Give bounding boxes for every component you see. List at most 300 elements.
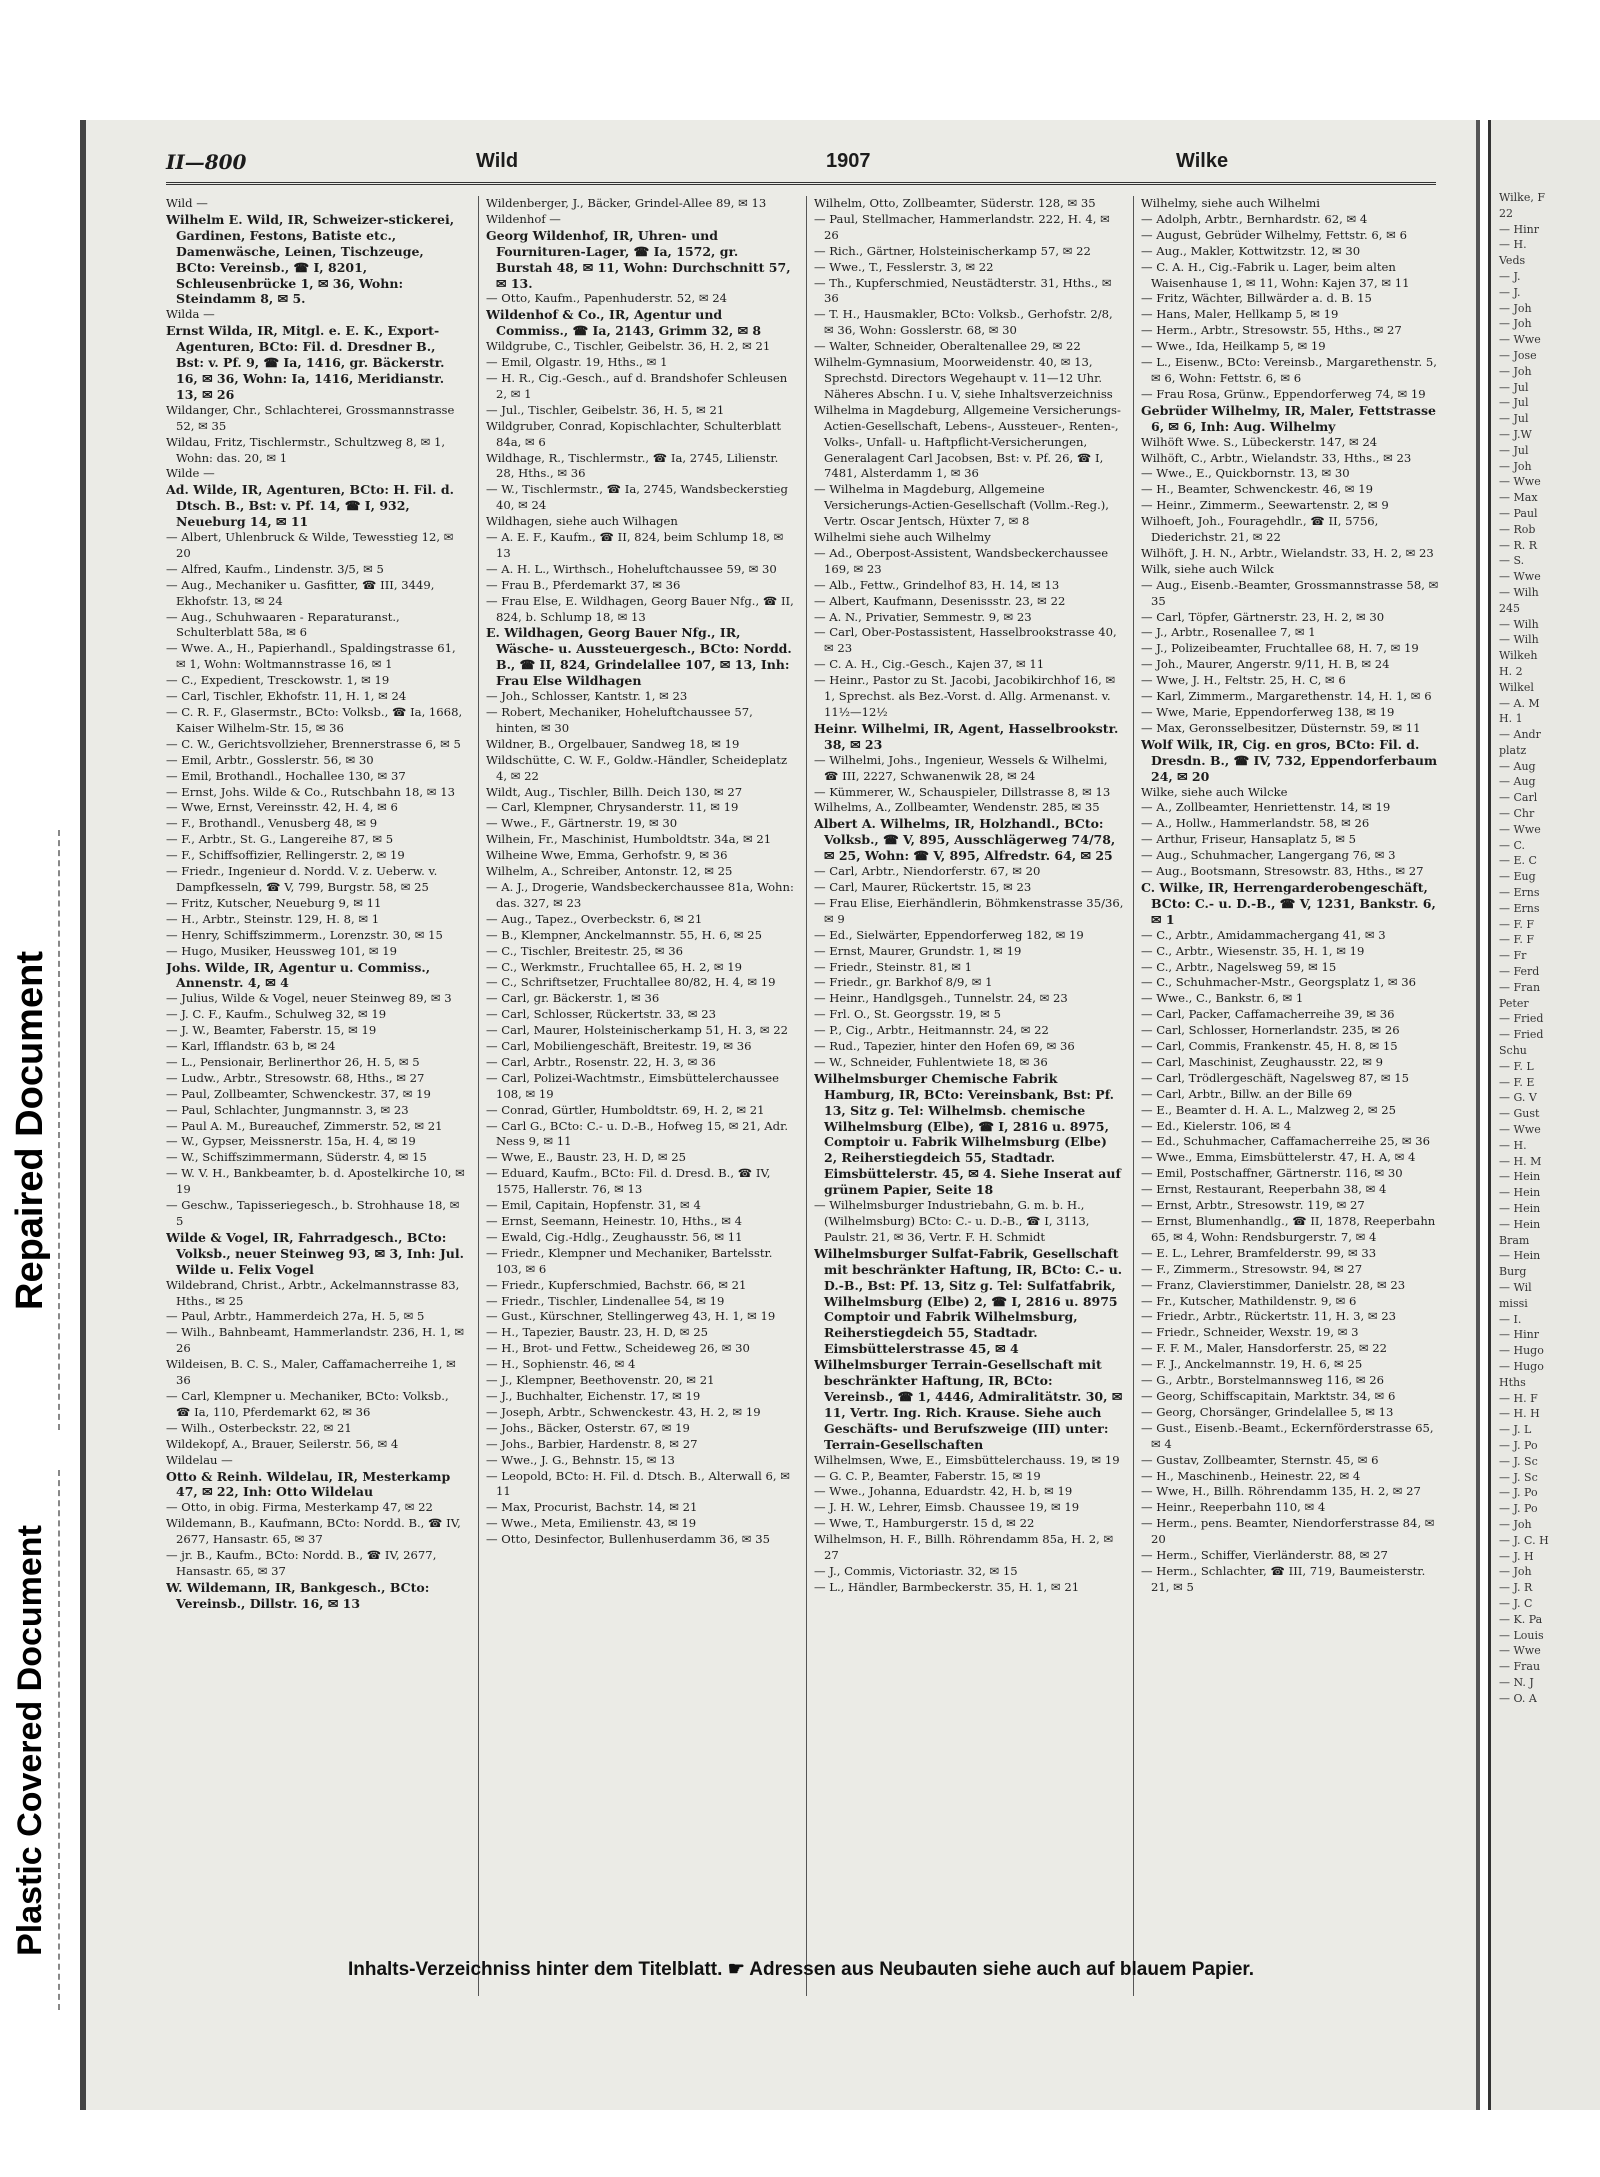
directory-entry: — J. W., Beamter, Faberstr. 15, ✉ 19 [166, 1023, 377, 1038]
adjacent-entry-fragment: — Gust [1499, 1107, 1540, 1121]
directory-entry: — Frau Rosa, Grünw., Eppendorferweg 74, ✉ 19 [1141, 386, 1426, 401]
directory-entry: Wildner, B., Orgelbauer, Sandweg 18, ✉ 19 [486, 736, 740, 751]
adjacent-entry-fragment: — E. C [1499, 854, 1537, 868]
adjacent-entry-fragment: — Erns [1499, 901, 1540, 915]
directory-entry: — Frl. O., St. Georgsstr. 19, ✉ 5 [814, 1007, 1001, 1022]
directory-entry: Wilhelmsburger Chemische Fabrik Hamburg, IR, BCto: Vereinsbank, Bst: Pf. 13, Sitz g. Tel: Wilhelmsb. chemische Wilhelmsburg (Elbe), ☎ I, 2816 u. 8975, Comptoir u. Fabrik Wilhelmsburg (Elbe) 2, Reiherstiegdeich 55, Stadtadr. Eimsbüttelerstr. 45, ✉ 4. Siehe Inserat auf grünem Papier, Seite 18 [814, 1070, 1121, 1198]
directory-entry: — August, Gebrüder Wilhelmy, Fettstr. 6, ✉ 6 [1141, 227, 1407, 242]
directory-entry: — Paul, Arbtr., Hammerdeich 27a, H. 5, ✉ 5 [166, 1309, 425, 1324]
directory-entry: — Carl, Schlosser, Rückertstr. 33, ✉ 23 [486, 1007, 716, 1022]
directory-entry: — Ed., Kielerstr. 106, ✉ 4 [1141, 1118, 1292, 1133]
directory-entry: — Carl, Tischler, Ekhofstr. 11, H. 1, ✉ 24 [166, 689, 407, 704]
directory-entry: — J. C. F., Kaufm., Schulweg 32, ✉ 19 [166, 1007, 387, 1022]
directory-entry: — Heinr., Reeperbahn 110, ✉ 4 [1141, 1500, 1326, 1515]
directory-entry: — Alb., Fettw., Grindelhof 83, H. 14, ✉ 13 [814, 577, 1060, 592]
directory-entry: Wilk, siehe auch Wilck [1141, 561, 1274, 576]
year: 1907 [826, 150, 871, 172]
directory-entry: — J. H. W., Lehrer, Eimsb. Chaussee 19, ✉ 19 [814, 1500, 1080, 1515]
directory-entry: Wilde — [166, 466, 215, 481]
directory-entry: Wildeisen, B. C. S., Maler, Caffamacherreihe 1, ✉ 36 [166, 1357, 456, 1388]
directory-entry: — C., Schriftsetzer, Fruchtallee 80/82, H. 4, ✉ 19 [486, 975, 776, 990]
directory-entry: — Heinr., Pastor zu St. Jacobi, Jacobikirchhof 16, ✉ 1, Sprechst. als Bez.-Vorst. d. Allg. Armenanst. v. 11½—12½ [814, 673, 1116, 719]
directory-entry: — A. J., Drogerie, Wandsbeckerchaussee 81a, Wohn: das. 327, ✉ 23 [486, 879, 794, 910]
directory-entry: — Otto, Kaufm., Papenhuderstr. 52, ✉ 24 [486, 291, 728, 306]
directory-entry: — Albert, Uhlenbruck & Wilde, Tewesstieg 12, ✉ 20 [166, 530, 454, 560]
adjacent-entry-fragment: — G. V [1499, 1091, 1537, 1105]
directory-entry: Wilhelmsburger Terrain-Gesellschaft mit beschränkter Haftung, IR, BCto: Vereinsb., ☎ 1, 4446, Admiralitätstr. 30, ✉ 11, Vertr. Ing. Rich. Krause. Siehe auch Geschäfts- und Berufszweige (III) unter: Terrain-Gesellschaften [814, 1357, 1123, 1452]
directory-entry: — A., Zollbeamter, Henriettenstr. 14, ✉ 19 [1141, 800, 1391, 815]
adjacent-entry-fragment: — Wwe [1499, 475, 1541, 489]
directory-entry: Wilhöft, J. H. N., Arbtr., Wielandstr. 33, H. 2, ✉ 23 [1141, 545, 1434, 560]
directory-entry: — Georg, Schiffscapitain, Marktstr. 34, ✉ 6 [1141, 1388, 1396, 1403]
directory-column-2 [486, 196, 796, 1996]
directory-entry: — C., Arbtr., Amidammachergang 41, ✉ 3 [1141, 927, 1386, 942]
running-header [166, 148, 1436, 182]
directory-entry: Wilhelm, Otto, Zollbeamter, Süderstr. 128, ✉ 35 [814, 196, 1096, 210]
directory-entry: — H., Beamter, Schwenckestr. 46, ✉ 19 [1141, 482, 1373, 497]
directory-entry: — Gust., Eisenb.-Beamt., Eckernförderstrasse 65, ✉ 4 [1141, 1420, 1434, 1451]
directory-entry: — Hugo, Musiker, Heussweg 101, ✉ 19 [166, 943, 398, 958]
adjacent-entry-fragment: Wilkeh [1499, 649, 1538, 663]
directory-entry: — Carl, Klempner, Chrysanderstr. 11, ✉ 19 [486, 800, 739, 815]
directory-entry: — Wwe, Ernst, Vereinsstr. 42, H. 4, ✉ 6 [166, 800, 398, 815]
directory-entry: — Wwe., F., Gärtnerstr. 19, ✉ 30 [486, 816, 678, 831]
directory-entry: — Herm., Schlachter, ☎ III, 719, Baumeisterstr. 21, ✉ 5 [1141, 1563, 1426, 1594]
directory-entry: — Carl, Arbtr., Rosenstr. 22, H. 3, ✉ 36 [486, 1054, 716, 1069]
adjacent-entry-fragment: — J. Po [1499, 1486, 1538, 1500]
directory-entry: — Emil, Brothandl., Hochallee 130, ✉ 37 [166, 768, 406, 783]
directory-entry: — Julius, Wilde & Vogel, neuer Steinweg 89, ✉ 3 [166, 991, 452, 1006]
directory-entry: — Max, Procurist, Bachstr. 14, ✉ 21 [486, 1500, 698, 1515]
adjacent-entry-fragment: — J. Sc [1499, 1454, 1538, 1468]
directory-entry: — J., Commis, Victoriastr. 32, ✉ 15 [814, 1563, 1018, 1578]
adjacent-entry-fragment: — Wilh [1499, 585, 1539, 599]
adjacent-entry-fragment: — Hein [1499, 1186, 1541, 1200]
adjacent-entry-fragment: — F. E [1499, 1075, 1535, 1089]
directory-entry: Wildschütte, C. W. F., Goldw.-Händler, Scheideplatz 4, ✉ 22 [486, 752, 788, 783]
directory-entry: — Ernst, Blumenhandlg., ☎ II, 1878, Reeperbahn 65, ✉ 4, Wohn: Rendsburgerstr. 7, ✉ 4 [1141, 1214, 1436, 1244]
directory-entry: — Carl, Maurer, Holsteinischerkamp 51, H. 3, ✉ 22 [486, 1023, 788, 1038]
directory-entry: — J., Polizeibeamter, Fruchtallee 68, H. 7, ✉ 19 [1141, 641, 1419, 656]
adjacent-entry-fragment: H. 2 [1499, 664, 1523, 678]
directory-entry: — Carl, Polizei-Wachtmstr., Eimsbüttelerchaussee 108, ✉ 19 [486, 1070, 779, 1101]
adjacent-entry-fragment: — R. R [1499, 538, 1538, 552]
adjacent-entry-fragment: Schu [1499, 1044, 1527, 1058]
directory-entry: — Henry, Schiffszimmerm., Lorenzstr. 30, ✉ 15 [166, 927, 443, 942]
adjacent-entry-fragment: — Louis [1499, 1628, 1544, 1642]
directory-entry: — J., Klempner, Beethovenstr. 20, ✉ 21 [486, 1373, 715, 1388]
directory-entry: — B., Klempner, Anckelmannstr. 55, H. 6, ✉ 25 [486, 927, 762, 942]
directory-entry: — A. E. F., Kaufm., ☎ II, 824, beim Schlump 18, ✉ 13 [486, 530, 784, 560]
directory-entry: — H., Brot- und Fettw., Scheideweg 26, ✉ 30 [486, 1341, 750, 1356]
adjacent-entry-fragment: — Joh [1499, 317, 1532, 331]
adjacent-entry-fragment: — S. [1499, 554, 1525, 568]
adjacent-entry-fragment: Peter [1499, 996, 1529, 1010]
directory-entry: — Ludw., Arbtr., Stresowstr. 68, Hths., ✉ 27 [166, 1070, 425, 1085]
directory-entry: — W., Tischlermstr., ☎ Ia, 2745, Wandsbeckerstieg 40, ✉ 24 [486, 482, 788, 513]
directory-entry: — Carl, Arbtr., Billw. an der Bille 69 [1141, 1086, 1353, 1101]
column-divider [478, 196, 479, 1996]
directory-entry: — Friedr., Steinstr. 81, ✉ 1 [814, 959, 972, 974]
plastic-covered-label [0, 1480, 60, 2000]
directory-entry: Wildau, Fritz, Tischlermstr., Schultzweg 8, ✉ 1, Wohn: das. 20, ✉ 1 [166, 434, 446, 465]
directory-entry: — Ernst, Johs. Wilde & Co., Rutschbahn 18, ✉ 13 [166, 784, 455, 799]
directory-entry: — Jul., Tischler, Geibelstr. 36, H. 5, ✉ 21 [486, 402, 725, 417]
adjacent-entry-fragment: — Wilh [1499, 617, 1539, 631]
directory-entry: — C. R. F., Glasermstr., BCto: Volksb., ☎ Ia, 1668, Kaiser Wilhelm-Str. 15, ✉ 36 [166, 705, 463, 735]
adjacent-entry-fragment: — H. H [1499, 1407, 1540, 1421]
directory-entry: Gebrüder Wilhelmy, IR, Maler, Fettstrasse 6, ✉ 6, Inh: Aug. Wilhelmy [1141, 402, 1436, 434]
directory-entry: Wilhöft Wwe. S., Lübeckerstr. 147, ✉ 24 [1141, 434, 1378, 449]
directory-entry: — Fr., Kutscher, Mathildenstr. 9, ✉ 6 [1141, 1293, 1357, 1308]
directory-entry: — W., Schneider, Fuhlentwiete 18, ✉ 36 [814, 1054, 1048, 1069]
adjacent-entry-fragment: — J. Po [1499, 1502, 1538, 1516]
directory-entry: — Carl G., BCto: C.- u. D.-B., Hofweg 15, ✉ 21, Adr. Ness 9, ✉ 11 [486, 1118, 789, 1149]
adjacent-entry-fragment: — Wwe [1499, 333, 1541, 347]
adjacent-entry-fragment: — J. C [1499, 1596, 1533, 1610]
directory-entry: — Franz, Clavierstimmer, Danielstr. 28, ✉ 23 [1141, 1277, 1406, 1292]
directory-entry: — Joseph, Arbtr., Schwenckestr. 43, H. 2, ✉ 19 [486, 1404, 761, 1419]
directory-entry: — Otto, Desinfector, Bullenhuserdamm 36, ✉ 35 [486, 1532, 770, 1547]
directory-entry: — Carl, Trödlergeschäft, Nagelsweg 87, ✉ 15 [1141, 1070, 1410, 1085]
directory-entry: — Karl, Zimmerm., Margarethenstr. 14, H. 1, ✉ 6 [1141, 689, 1432, 704]
directory-entry: Wilde & Vogel, IR, Fahrradgesch., BCto: Volksb., neuer Steinweg 93, ✉ 3, Inh: Jul. Wilde u. Felix Vogel [166, 1229, 464, 1277]
directory-entry: — C., Tischler, Breitestr. 25, ✉ 36 [486, 943, 684, 958]
repaired-document-text: Repaired Document [8, 950, 51, 1310]
directory-entry: — Fritz, Wächter, Billwärder a. d. B. 15 [1141, 291, 1372, 306]
adjacent-entry-fragment: — Eug [1499, 870, 1536, 884]
directory-entry: — Gustav, Zollbeamter, Sternstr. 45, ✉ 6 [1141, 1452, 1379, 1467]
tab-divider [58, 830, 60, 1430]
directory-entry: — C., Expedient, Tresckowstr. 1, ✉ 19 [166, 673, 390, 688]
adjacent-entry-fragment: — Hein [1499, 1202, 1541, 1215]
directory-entry: — Wwe., C., Bankstr. 6, ✉ 1 [1141, 991, 1304, 1006]
adjacent-entry-fragment: Wilkel [1499, 680, 1534, 694]
adjacent-entry-fragment: 245 [1499, 601, 1520, 615]
adjacent-entry-fragment: — Jul [1499, 396, 1529, 410]
adjacent-entry-fragment: — J. H [1499, 1549, 1534, 1563]
directory-entry: — Ed., Sielwärter, Eppendorferweg 182, ✉ 19 [814, 927, 1084, 942]
directory-entry: — P., Cig., Arbtr., Heitmannstr. 24, ✉ 22 [814, 1023, 1049, 1038]
directory-entry: — Carl, Maurer, Rückertstr. 15, ✉ 23 [814, 879, 1032, 894]
adjacent-entry-fragment: — Fried [1499, 1012, 1544, 1026]
directory-entry: W. Wildemann, IR, Bankgesch., BCto: Vereinsb., Dillstr. 16, ✉ 13 [166, 1579, 430, 1611]
directory-entry: — Carl, Packer, Caffamacherreihe 39, ✉ 36 [1141, 1007, 1395, 1022]
directory-entry: — Carl, Maschinist, Zeughausstr. 22, ✉ 9 [1141, 1054, 1383, 1069]
directory-entry: — F., Brothandl., Venusberg 48, ✉ 9 [166, 816, 378, 831]
directory-entry: Wilhelmsen, Wwe, E., Eimsbüttelerchauss. 19, ✉ 19 [814, 1452, 1120, 1467]
directory-entry: Wilhelmson, H. F., Billh. Röhrendamm 85a, H. 2, ✉ 27 [814, 1532, 1114, 1563]
directory-entry: — Wwe., J. G., Behnstr. 15, ✉ 13 [486, 1452, 675, 1467]
directory-entry: — H., Sophienstr. 46, ✉ 4 [486, 1357, 636, 1372]
adjacent-entry-fragment: — Wilh [1499, 633, 1539, 647]
directory-entry: Wildenberger, J., Bäcker, Grindel-Allee 89, ✉ 13 [486, 196, 767, 210]
directory-entry: Wildgruber, Conrad, Kopischlachter, Schulterblatt 84a, ✉ 6 [486, 418, 782, 449]
adjacent-entry-fragment: — Andr [1499, 728, 1541, 742]
adjacent-entry-fragment: missi [1499, 1296, 1528, 1310]
directory-entry: — Frau B., Pferdemarkt 37, ✉ 36 [486, 577, 681, 592]
directory-entry: Wolf Wilk, IR, Cig. en gros, BCto: Fil. d. Dresdn. B., ☎ IV, 732, Eppendorferbaum 24, ✉ 20 [1141, 736, 1438, 784]
directory-entry: Ernst Wilda, IR, Mitgl. e. E. K., Export-Agenturen, BCto: Fil. d. Dresdner B., Bst: v. Pf. 9, ☎ Ia, 1416, gr. Bäckerstr. 16, ✉ 36, Wohn: Ia, 1416, Meridianstr. 13, ✉ 26 [166, 323, 445, 402]
adjacent-entry-fragment: — F. L [1499, 1059, 1534, 1073]
adjacent-entry-fragment: — Fran [1499, 980, 1541, 994]
directory-entry: — C., Arbtr., Nagelsweg 59, ✉ 15 [1141, 959, 1337, 974]
directory-entry: — L., Händler, Barmbeckerstr. 35, H. 1, ✉ 21 [814, 1579, 1080, 1594]
directory-entry: Wilhelm, A., Schreiber, Antonstr. 12, ✉ 25 [486, 864, 733, 879]
adjacent-entry-fragment: — Wwe [1499, 1644, 1541, 1658]
adjacent-entry-fragment: Hths [1499, 1375, 1526, 1389]
adjacent-entry-fragment: — Hinr [1499, 1328, 1539, 1342]
adjacent-entry-fragment: Veds [1499, 254, 1526, 268]
directory-entry: Wildemann, B., Kaufmann, BCto: Nordd. B., ☎ IV, 2677, Hansastr. 65, ✉ 37 [166, 1516, 461, 1547]
directory-entry: — Heinr., Zimmerm., Seewartenstr. 2, ✉ 9 [1141, 498, 1389, 513]
directory-entry: — Emil, Arbtr., Gosslerstr. 56, ✉ 30 [166, 752, 374, 767]
directory-entry: — Gust., Kürschner, Stellingerweg 43, H. 1, ✉ 19 [486, 1309, 776, 1324]
adjacent-entry-fragment: — Rob [1499, 522, 1536, 536]
adjacent-entry-fragment: — J. R [1499, 1581, 1533, 1595]
adjacent-entry-fragment: — Fried [1499, 1028, 1544, 1042]
directory-entry: — Aug., Eisenb.-Beamter, Grossmannstrasse 58, ✉ 35 [1141, 577, 1439, 608]
directory-entry: — Georg, Chorsänger, Grindelallee 5, ✉ 13 [1141, 1404, 1394, 1419]
adjacent-entry-fragment: — H. F [1499, 1391, 1538, 1405]
directory-entry: — Aug., Makler, Kottwitzstr. 12, ✉ 30 [1141, 243, 1361, 258]
adjacent-entry-fragment: — C. [1499, 838, 1526, 852]
directory-entry: — jr. B., Kaufm., BCto: Nordd. B., ☎ IV, 2677, Hansastr. 65, ✉ 37 [166, 1548, 437, 1578]
adjacent-entry-fragment: — Hein [1499, 1249, 1541, 1263]
directory-entry: Wilhelmsburger Sulfat-Fabrik, Gesellschaft mit beschränkter Haftung, IR, BCto: C.- u. D.-B., Bst: Pf. 13, Sitz g. Tel: Sulfatfabrik, Wilhelmsburg (Elbe) 2, ☎ I, 2816 u. 8975 Comptoir und Fabrik Wilhelmsburg, Reiherstiegdeich 55, Stadtadr. Eimsbüttelerstrasse 45, ✉ 4 [814, 1245, 1123, 1357]
directory-entry: — Heinr., Handlgsgeh., Tunnelstr. 24, ✉ 23 [814, 991, 1068, 1006]
directory-entry: — Ewald, Cig.-Hdlg., Zeughausstr. 56, ✉ 11 [486, 1229, 743, 1244]
directory-entry: — Wwe., Johanna, Eduardstr. 42, H. b, ✉ 19 [814, 1484, 1073, 1499]
directory-entry: Wildt, Aug., Tischler, Billh. Deich 130, ✉ 27 [486, 784, 743, 799]
directory-entry: — Friedr., Ingenieur d. Nordd. V. z. Ueberw. v. Dampfkesseln, ☎ V, 799, Burgstr. 58, ✉ 25 [166, 864, 438, 894]
directory-entry: — Ernst, Restaurant, Reeperbahn 38, ✉ 4 [1141, 1182, 1387, 1197]
adjacent-entry-fragment: — J. [1499, 285, 1521, 299]
directory-entry: Wildebrand, Christ., Arbtr., Ackelmannstrasse 83, Hths., ✉ 25 [166, 1277, 460, 1308]
directory-entry: — Eduard, Kaufm., BCto: Fil. d. Dresd. B., ☎ IV, 1575, Hallerstr. 76, ✉ 13 [486, 1166, 771, 1197]
directory-entry: — H., Arbtr., Steinstr. 129, H. 8, ✉ 1 [166, 911, 380, 926]
directory-entry: — Frau Else, E. Wildhagen, Georg Bauer Nfg., ☎ II, 824, b. Schlump 18, ✉ 13 [486, 593, 794, 624]
adjacent-entry-fragment: — Joh [1499, 1517, 1532, 1531]
directory-entry: E. Wildhagen, Georg Bauer Nfg., IR, Wäsche- u. Aussteuergesch., BCto: Nordd. B., ☎ II, 824, Grindelallee 107, ✉ 13, Inh: Frau Else Wildhagen [486, 625, 792, 689]
adjacent-entry-fragment: — Joh [1499, 301, 1532, 315]
directory-column-4 [1141, 196, 1446, 1996]
adjacent-entry-fragment: 22 [1499, 206, 1513, 220]
column-divider [806, 196, 807, 1996]
adjacent-entry-fragment: — I. [1499, 1312, 1522, 1326]
directory-entry: — Wwe., T., Fesslerstr. 3, ✉ 22 [814, 259, 994, 274]
directory-entry: — Friedr., Klempner und Mechaniker, Bartelsstr. 103, ✉ 6 [486, 1245, 773, 1276]
directory-entry: — C., Werkmstr., Fruchtallee 65, H. 2, ✉ 19 [486, 959, 743, 974]
directory-entry: — Carl, Klempner u. Mechaniker, BCto: Volksb., ☎ Ia, 110, Pferdemarkt 62, ✉ 36 [166, 1388, 449, 1419]
directory-entry: — Wwe., Emma, Eimsbüttelerstr. 47, H. A, ✉ 4 [1141, 1150, 1416, 1165]
adjacent-entry-fragment: — Wwe [1499, 822, 1541, 836]
directory-entry: — F. F. M., Maler, Hansdorferstr. 25, ✉ 22 [1141, 1341, 1388, 1356]
directory-entry: Wildhagen, siehe auch Wilhagen [486, 514, 678, 529]
directory-entry: — Walter, Schneider, Oberaltenallee 29, ✉ 22 [814, 339, 1081, 354]
left-headword: Wild [476, 150, 519, 172]
adjacent-page-edge [1488, 120, 1600, 2110]
directory-entry: Wilhoeft, Joh., Fouragehdlr., ☎ II, 5756, Diederichstr. 21, ✉ 22 [1141, 514, 1379, 545]
directory-entry: C. Wilke, IR, Herrengarderobengeschäft, BCto: C.- u. D.-B., ☎ V, 1231, Bankstr. 6, ✉ 1 [1141, 879, 1436, 927]
adjacent-entry-fragment: — J. [1499, 269, 1521, 283]
directory-entry: — A., Hollw., Hammerlandstr. 58, ✉ 26 [1141, 816, 1370, 831]
directory-entry: — Aug., Schuhwaaren - Reparaturanst., Schulterblatt 58a, ✉ 6 [166, 609, 400, 640]
adjacent-entry-fragment: — J. Sc [1499, 1470, 1538, 1484]
directory-entry: — Wwe, Marie, Eppendorferweg 138, ✉ 19 [1141, 705, 1395, 719]
directory-entry: — Albert, Kaufmann, Desenissstr. 23, ✉ 22 [814, 593, 1066, 608]
directory-entry: Wildanger, Chr., Schlachterei, Grossmannstrasse 52, ✉ 35 [166, 402, 455, 433]
directory-column-1 [166, 196, 466, 1996]
directory-entry: — Johs., Barbier, Hardenstr. 8, ✉ 27 [486, 1436, 698, 1451]
directory-entry: — H., Maschinenb., Heinestr. 22, ✉ 4 [1141, 1468, 1361, 1483]
repaired-document-label [0, 850, 60, 1410]
directory-entry: — W. V. H., Bankbeamter, b. d. Apostelkirche 10, ✉ 19 [166, 1166, 465, 1197]
directory-entry: — Wwe, E., Baustr. 23, H. D, ✉ 25 [486, 1150, 687, 1165]
directory-entry: — A. N., Privatier, Semmestr. 9, ✉ 23 [814, 609, 1032, 624]
directory-entry: Wilhelmi siehe auch Wilhelmy [814, 530, 991, 545]
plastic-covered-text: Plastic Covered Document [10, 1524, 49, 1956]
directory-entry: — Rud., Tapezier, hinter den Hofen 69, ✉ 36 [814, 1039, 1075, 1054]
directory-entry: — W., Gypser, Meissnerstr. 15a, H. 4, ✉ 19 [166, 1134, 416, 1149]
directory-entry: — Wilhelmsburger Industriebahn, G. m. b. H., (Wilhelmsburg) BCto: C.- u. D.-B., ☎ I, 3113, Paulstr. 21, ✉ 36, Vertr. F. H. Schmidt [814, 1198, 1090, 1244]
adjacent-entry-fragment: — Joh [1499, 459, 1532, 473]
directory-entry: — Wilh., Bahnbeamt, Hammerlandstr. 236, H. 1, ✉ 26 [166, 1325, 465, 1356]
adjacent-entry-fragment: — Jul [1499, 380, 1529, 394]
header-rule [166, 182, 1436, 185]
adjacent-entry-fragment: — Chr [1499, 807, 1535, 821]
column-divider [1133, 196, 1134, 1996]
directory-entry: — Leopold, BCto: H. Fil. d. Dtsch. B., Alterwall 6, ✉ 11 [486, 1468, 791, 1499]
directory-entry: Heinr. Wilhelmi, IR, Agent, Hasselbrookstr. 38, ✉ 23 [814, 720, 1119, 752]
tab-divider [58, 1470, 60, 2010]
adjacent-entry-fragment: — Paul [1499, 506, 1538, 520]
directory-entry: — Arthur, Friseur, Hansaplatz 5, ✉ 5 [1141, 832, 1357, 847]
directory-entry: — Friedr., Kupferschmied, Bachstr. 66, ✉ 21 [486, 1277, 747, 1292]
directory-entry: — Friedr., gr. Barkhof 8/9, ✉ 1 [814, 975, 993, 990]
directory-entry: — Herm., pens. Beamter, Niendorferstrasse 84, ✉ 20 [1141, 1516, 1435, 1547]
adjacent-entry-fragment: — J. C. H [1499, 1533, 1549, 1547]
directory-entry: Wild — [166, 196, 208, 210]
adjacent-entry-fragment: — Carl [1499, 791, 1538, 805]
directory-entry: — Wwe, T., Hamburgerstr. 15 d, ✉ 22 [814, 1516, 1035, 1531]
directory-entry: — Carl, Commis, Frankenstr. 45, H. 8, ✉ 15 [1141, 1039, 1398, 1054]
directory-entry: — F., Arbtr., St. G., Langereihe 87, ✉ 5 [166, 832, 394, 847]
directory-entry: Wilhelma in Magdeburg, Allgemeine Versicherungs-Actien-Gesellschaft, Lebens-, Aussteuer-, Renten-, Volks-, Unfall- u. Haftpflicht-Versicherungen, Generalagent Carl Jacobsen, Bst: v. Pf. 26, ☎ I, 7481, Alsterdamm 1, ✉ 36 [814, 402, 1121, 481]
directory-entry: — Geschw., Tapisseriegesch., b. Strohhause 18, ✉ 5 [166, 1198, 460, 1228]
directory-entry: Wildenhof & Co., IR, Agentur und Commiss., ☎ Ia, 2143, Grimm 32, ✉ 8 [486, 307, 762, 339]
directory-entry: — W., Schiffszimmermann, Süderstr. 4, ✉ 15 [166, 1150, 427, 1165]
directory-entry: — Joh., Schlosser, Kantstr. 1, ✉ 23 [486, 689, 688, 704]
directory-entry: — Wilh., Osterbeckstr. 22, ✉ 21 [166, 1420, 352, 1435]
directory-entry: — Johs., Bäcker, Osterstr. 67, ✉ 19 [486, 1420, 690, 1435]
directory-entry: — Aug., Mechaniker u. Gasfitter, ☎ III, 3449, Ekhofstr. 13, ✉ 24 [166, 577, 435, 608]
directory-entry: Wildelau — [166, 1452, 233, 1467]
directory-entry: — Ernst, Seemann, Heinestr. 10, Hths., ✉ 4 [486, 1214, 743, 1228]
directory-entry: — T. H., Hausmakler, BCto: Volksb., Gerhofstr. 2/8, ✉ 36, Wohn: Gosslerstr. 68, ✉ 30 [814, 307, 1113, 338]
directory-entry: — Wilhelmi, Johs., Ingenieur, Wessels & Wilhelmi, ☎ III, 2227, Schwanenwik 28, ✉ 24 [814, 752, 1108, 783]
directory-entry: — Joh., Maurer, Angerstr. 9/11, H. B, ✉ 24 [1141, 657, 1390, 672]
directory-entry: — Frau Elise, Eierhändlerin, Böhmkenstrasse 35/36, ✉ 9 [814, 895, 1124, 926]
directory-entry: — F., Zimmerm., Stresowstr. 94, ✉ 27 [1141, 1261, 1363, 1276]
adjacent-entry-fragment: — H. [1499, 238, 1527, 252]
directory-entry: — Conrad, Gürtler, Humboldtstr. 69, H. 2, ✉ 21 [486, 1102, 765, 1117]
directory-entry: — L., Eisenw., BCto: Vereinsb., Margarethenstr. 5, ✉ 6, Wohn: Fettstr. 6, ✉ 6 [1141, 355, 1437, 385]
directory-entry: — E. L., Lehrer, Bramfelderstr. 99, ✉ 33 [1141, 1245, 1377, 1260]
directory-entry: — Emil, Postschaffner, Gärtnerstr. 116, ✉ 30 [1141, 1166, 1403, 1181]
directory-entry: — H., Tapezier, Baustr. 23, H. D, ✉ 25 [486, 1325, 708, 1340]
directory-entry: — Aug., Tapez., Overbeckstr. 6, ✉ 21 [486, 911, 703, 926]
adjacent-entry-fragment: — H. M [1499, 1154, 1542, 1168]
directory-entry: — Friedr., Tischler, Lindenallee 54, ✉ 19 [486, 1293, 725, 1308]
directory-entry: — Carl, Ober-Postassistent, Hasselbrookstrasse 40, ✉ 23 [814, 625, 1117, 656]
directory-entry: Wildenhof — [486, 211, 561, 226]
adjacent-entry-fragment: — A. M [1499, 696, 1540, 710]
directory-entry: — C. W., Gerichtsvollzieher, Brennerstrasse 6, ✉ 5 [166, 736, 461, 751]
adjacent-entry-fragment: — F. F [1499, 933, 1535, 947]
directory-entry: — Robert, Mechaniker, Hoheluftchaussee 57, hinten, ✉ 30 [486, 705, 753, 735]
adjacent-entry-fragment: Bram [1499, 1233, 1530, 1247]
directory-entry: Wildekopf, A., Brauer, Seilerstr. 56, ✉ 4 [166, 1436, 399, 1451]
directory-entry: — Emil, Capitain, Hopfenstr. 31, ✉ 4 [486, 1198, 701, 1213]
adjacent-entry-fragment: — Ferd [1499, 965, 1540, 979]
adjacent-entry-fragment: — J. L [1499, 1423, 1532, 1437]
directory-entry: — Ernst, Maurer, Grundstr. 1, ✉ 19 [814, 943, 1022, 958]
directory-entry: — C., Arbtr., Wiesenstr. 35, H. 1, ✉ 19 [1141, 943, 1365, 958]
directory-entry: — Friedr., Schneider, Wexstr. 19, ✉ 3 [1141, 1325, 1359, 1340]
directory-entry: — Fritz, Kutscher, Neueburg 9, ✉ 11 [166, 895, 382, 910]
directory-entry: — Aug., Schuhmacher, Langergang 76, ✉ 3 [1141, 848, 1396, 863]
directory-entry: Otto & Reinh. Wildelau, IR, Mesterkamp 47, ✉ 22, Inh: Otto Wildelau [166, 1468, 451, 1500]
directory-entry: — J., Arbtr., Rosenallee 7, ✉ 1 [1141, 625, 1316, 640]
directory-entry: — Aug., Bootsmann, Stresowstr. 83, Hths., ✉ 27 [1141, 864, 1424, 879]
directory-entry: — H. R., Cig.-Gesch., auf d. Brandshofer Schleusen 2, ✉ 1 [486, 370, 788, 401]
adjacent-entry-fragment: H. 1 [1499, 712, 1523, 726]
adjacent-entry-fragment: — Aug [1499, 759, 1536, 773]
directory-entry: — Paul, Zollbeamter, Schwenckestr. 37, ✉ 19 [166, 1086, 431, 1101]
directory-entry: Wilhelm-Gymnasium, Moorweidenstr. 40, ✉ 13, Sprechstd. Directors Wegehaupt v. 11—12 Uhr. Näheres Abschn. I u. V, siehe Inhaltsverzeichniss [814, 355, 1113, 401]
directory-entry: Georg Wildenhof, IR, Uhren- und Fournituren-Lager, ☎ Ia, 1572, gr. Burstah 48, ✉ 11, Wohn: Durchschnitt 57, ✉ 13. [486, 227, 791, 291]
adjacent-entry-fragment: — F. F [1499, 917, 1535, 931]
adjacent-entry-fragment: — Hugo [1499, 1344, 1544, 1358]
directory-entry: — Alfred, Kaufm., Lindenstr. 3/5, ✉ 5 [166, 561, 384, 576]
directory-entry: — E., Beamter d. H. A. L., Malzweg 2, ✉ 25 [1141, 1102, 1396, 1117]
directory-entry: — J., Buchhalter, Eichenstr. 17, ✉ 19 [486, 1388, 701, 1403]
adjacent-entry-fragment: — N. J [1499, 1675, 1534, 1689]
directory-entry: — Wwe., E., Quickbornstr. 13, ✉ 30 [1141, 466, 1350, 481]
adjacent-entry-fragment: — Fr [1499, 949, 1527, 963]
adjacent-entry-fragment: — Wwe [1499, 1123, 1541, 1137]
directory-entry: — Paul, Stellmacher, Hammerlandstr. 222, H. 4, ✉ 26 [814, 211, 1110, 242]
adjacent-entry-fragment: — J.W [1499, 427, 1532, 441]
directory-entry: Wilke, siehe auch Wilcke [1141, 784, 1288, 799]
directory-entry: Wilhelm E. Wild, IR, Schweizer-stickerei, Gardinen, Festons, Batiste etc., Damenwäsche, Leinen, Tischzeuge, BCto: Vereinsb., ☎ I, 8201, Schleusenbrücke 1, ✉ 36, Wohn: Steindamm 8, ✉ 5. [166, 211, 455, 307]
directory-entry: — Wwe., Ida, Heilkamp 5, ✉ 19 [1141, 339, 1326, 354]
directory-entry: — C. A. H., Cig.-Fabrik u. Lager, beim alten Waisenhause 1, ✉ 11, Wohn: Kajen 37, ✉ 11 [1141, 259, 1410, 290]
directory-entry: — Ad., Oberpost-Assistent, Wandsbeckerchaussee 169, ✉ 23 [814, 545, 1109, 576]
directory-entry: — Herm., Arbtr., Stresowstr. 55, Hths., ✉ 27 [1141, 323, 1402, 338]
directory-entry: — Th., Kupferschmied, Neustädterstr. 31, Hths., ✉ 36 [814, 275, 1112, 306]
directory-entry: — Carl, Mobiliengeschäft, Breitestr. 19, ✉ 36 [486, 1039, 752, 1054]
right-headword: Wilke [1176, 150, 1229, 172]
directory-entry: — Rich., Gärtner, Holsteinischerkamp 57, ✉ 22 [814, 243, 1091, 258]
adjacent-entry-fragment: Burg [1499, 1265, 1527, 1279]
directory-entry: Wildhage, R., Tischlermstr., ☎ Ia, 2745, Lilienstr. 28, Hths., ✉ 36 [486, 450, 779, 481]
adjacent-entry-fragment: — Jul [1499, 412, 1529, 426]
adjacent-entry-fragment: — Hinr [1499, 222, 1539, 236]
directory-entry: — A. H. L., Wirthsch., Hoheluftchaussee 59, ✉ 30 [486, 561, 777, 576]
adjacent-entry-fragment: — Hein [1499, 1170, 1541, 1184]
